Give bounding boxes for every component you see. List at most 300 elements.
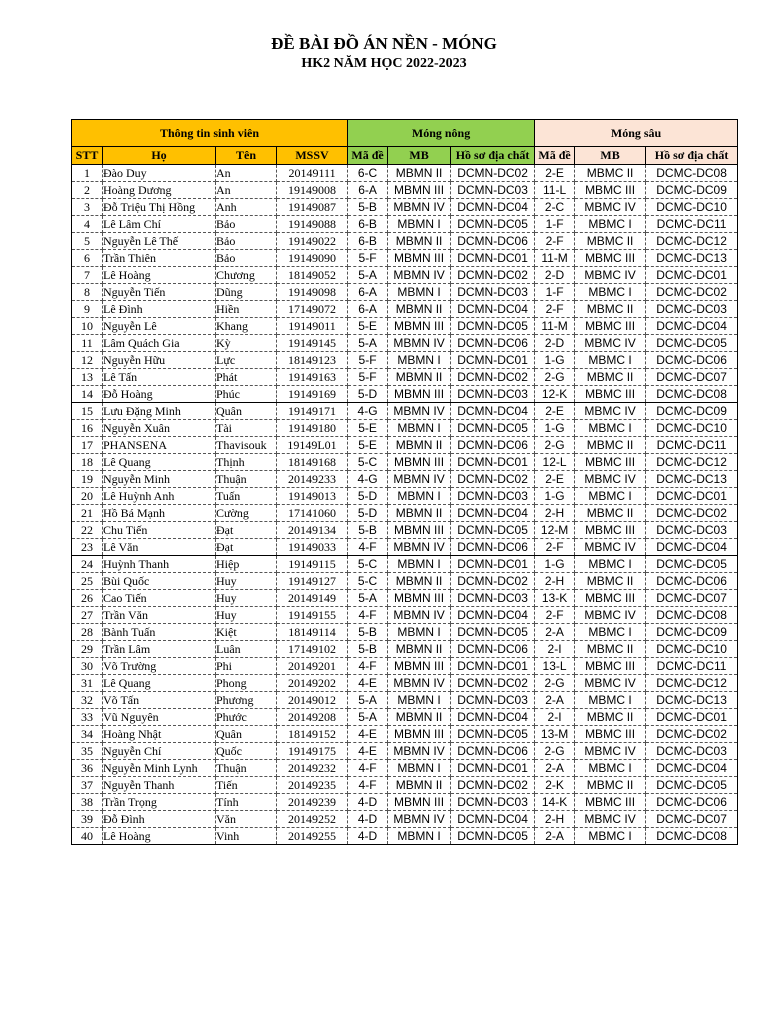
cell-name: Huy [216,607,277,624]
col-header-deep-geology: Hồ sơ địa chất [646,147,738,165]
cell-shallow-mb: MBMN I [388,352,451,369]
cell-mssv: 19149022 [277,233,348,250]
cell-shallow-mb: MBMN III [388,454,451,471]
cell-stt: 3 [72,199,103,216]
cell-surname: Nguyễn Minh Lynh [103,760,216,777]
table-row [72,522,738,539]
table-row [72,352,738,369]
cell-shallow-geology: DCMN-DC02 [451,165,535,182]
table-row [72,539,738,556]
cell-surname: Trần Thiên [103,250,216,267]
cell-mssv: 20149201 [277,658,348,675]
cell-shallow-code: 5-D [348,488,388,505]
table-row [72,284,738,301]
cell-shallow-code: 5-B [348,624,388,641]
cell-shallow-code: 5-A [348,267,388,284]
cell-mssv: 18149152 [277,726,348,743]
cell-shallow-geology: DCMN-DC01 [451,250,535,267]
cell-shallow-geology: DCMN-DC06 [451,641,535,658]
cell-surname: Nguyễn Hữu [103,352,216,369]
cell-deep-code: 1-G [535,556,575,573]
cell-deep-code: 2-E [535,403,575,420]
cell-shallow-mb: MBMN III [388,182,451,199]
col-header-shallow-code: Mã đề [348,147,388,165]
cell-deep-mb: MBMC II [575,573,646,590]
cell-stt: 24 [72,556,103,573]
cell-mssv: 19149033 [277,539,348,556]
table-row [72,250,738,267]
cell-name: Phước [216,709,277,726]
cell-deep-mb: MBMC IV [575,539,646,556]
cell-name: An [216,165,277,182]
cell-shallow-geology: DCMN-DC06 [451,335,535,352]
cell-surname: Chu Tiến [103,522,216,539]
cell-shallow-geology: DCMN-DC05 [451,624,535,641]
cell-shallow-mb: MBMN I [388,828,451,845]
cell-surname: Bùi Quốc [103,573,216,590]
cell-mssv: 19149088 [277,216,348,233]
cell-shallow-geology: DCMN-DC06 [451,743,535,760]
cell-mssv: 19149169 [277,386,348,403]
cell-name: Phát [216,369,277,386]
cell-mssv: 19149013 [277,488,348,505]
cell-mssv: 19149145 [277,335,348,352]
cell-mssv: 19149171 [277,403,348,420]
cell-surname: Lê Quang [103,454,216,471]
cell-stt: 7 [72,267,103,284]
cell-shallow-geology: DCMN-DC01 [451,352,535,369]
cell-shallow-mb: MBMN III [388,658,451,675]
cell-name: Huy [216,590,277,607]
cell-deep-mb: MBMC III [575,454,646,471]
cell-shallow-mb: MBMN II [388,777,451,794]
cell-name: Quốc [216,743,277,760]
cell-shallow-geology: DCMN-DC03 [451,692,535,709]
cell-name: Quân [216,403,277,420]
cell-shallow-code: 5-C [348,454,388,471]
cell-name: Huy [216,573,277,590]
cell-shallow-mb: MBMN II [388,437,451,454]
cell-shallow-mb: MBMN IV [388,675,451,692]
cell-shallow-geology: DCMN-DC02 [451,573,535,590]
cell-deep-geology: DCMC-DC01 [646,267,738,284]
table-row [72,454,738,471]
cell-mssv: 19149115 [277,556,348,573]
cell-surname: Lê Hoàng [103,828,216,845]
cell-stt: 34 [72,726,103,743]
cell-stt: 28 [72,624,103,641]
cell-shallow-geology: DCMN-DC03 [451,794,535,811]
cell-deep-geology: DCMC-DC03 [646,522,738,539]
cell-deep-code: 2-E [535,165,575,182]
cell-stt: 5 [72,233,103,250]
cell-mssv: 18149052 [277,267,348,284]
cell-stt: 31 [72,675,103,692]
cell-deep-mb: MBMC III [575,590,646,607]
cell-shallow-code: 5-F [348,352,388,369]
cell-deep-mb: MBMC III [575,522,646,539]
table-row [72,760,738,777]
cell-shallow-code: 5-D [348,386,388,403]
cell-stt: 2 [72,182,103,199]
cell-deep-mb: MBMC I [575,216,646,233]
cell-name: Bảo [216,250,277,267]
cell-deep-geology: DCMC-DC08 [646,165,738,182]
col-header-deep-mb: MB [575,147,646,165]
table-row [72,607,738,624]
table-row [72,505,738,522]
cell-shallow-code: 4-E [348,743,388,760]
cell-surname: Lê Huỳnh Anh [103,488,216,505]
cell-shallow-mb: MBMN III [388,522,451,539]
cell-deep-code: 2-A [535,692,575,709]
cell-shallow-geology: DCMN-DC02 [451,471,535,488]
cell-shallow-mb: MBMN I [388,624,451,641]
cell-shallow-mb: MBMN III [388,590,451,607]
cell-shallow-mb: MBMN III [388,794,451,811]
cell-shallow-mb: MBMN II [388,369,451,386]
cell-deep-geology: DCMC-DC07 [646,811,738,828]
cell-deep-code: 13-L [535,658,575,675]
cell-shallow-geology: DCMN-DC04 [451,301,535,318]
cell-shallow-mb: MBMN III [388,250,451,267]
cell-shallow-geology: DCMN-DC04 [451,403,535,420]
cell-shallow-geology: DCMN-DC04 [451,505,535,522]
cell-deep-geology: DCMC-DC06 [646,794,738,811]
cell-shallow-mb: MBMN I [388,284,451,301]
cell-surname: Trần Lâm [103,641,216,658]
table-row [72,709,738,726]
cell-deep-code: 2-G [535,675,575,692]
cell-name: Anh [216,199,277,216]
cell-deep-geology: DCMC-DC06 [646,573,738,590]
cell-shallow-mb: MBMN I [388,216,451,233]
cell-mssv: 20149012 [277,692,348,709]
cell-mssv: 20149255 [277,828,348,845]
cell-deep-code: 2-E [535,471,575,488]
cell-shallow-mb: MBMN I [388,692,451,709]
cell-deep-geology: DCMC-DC04 [646,539,738,556]
cell-deep-code: 1-G [535,420,575,437]
cell-deep-mb: MBMC I [575,692,646,709]
cell-deep-geology: DCMC-DC11 [646,216,738,233]
cell-shallow-mb: MBMN IV [388,199,451,216]
cell-deep-geology: DCMC-DC13 [646,692,738,709]
cell-deep-mb: MBMC IV [575,267,646,284]
cell-surname: Lê Lâm Chí [103,216,216,233]
cell-deep-geology: DCMC-DC08 [646,607,738,624]
cell-shallow-code: 5-E [348,437,388,454]
cell-surname: Lê Hoàng [103,267,216,284]
cell-name: Khang [216,318,277,335]
cell-shallow-mb: MBMN IV [388,471,451,488]
table-row [72,437,738,454]
cell-mssv: 17141060 [277,505,348,522]
cell-deep-code: 1-G [535,488,575,505]
col-header-name: Tên [216,147,277,165]
cell-mssv: 19149180 [277,420,348,437]
cell-name: Lực [216,352,277,369]
cell-stt: 21 [72,505,103,522]
cell-mssv: 17149102 [277,641,348,658]
cell-deep-geology: DCMC-DC02 [646,505,738,522]
cell-deep-mb: MBMC I [575,556,646,573]
table-row [72,726,738,743]
cell-deep-mb: MBMC IV [575,403,646,420]
cell-surname: Võ Tấn [103,692,216,709]
cell-shallow-code: 4-F [348,777,388,794]
cell-surname: Nguyễn Chí [103,743,216,760]
cell-deep-geology: DCMC-DC09 [646,624,738,641]
table-row [72,318,738,335]
group-header-row [72,120,738,147]
cell-deep-geology: DCMC-DC02 [646,726,738,743]
cell-deep-mb: MBMC II [575,777,646,794]
cell-mssv: 19149087 [277,199,348,216]
cell-deep-mb: MBMC IV [575,335,646,352]
cell-shallow-code: 5-A [348,709,388,726]
cell-deep-geology: DCMC-DC05 [646,335,738,352]
cell-shallow-code: 5-B [348,522,388,539]
cell-deep-code: 14-K [535,794,575,811]
cell-mssv: 20149232 [277,760,348,777]
cell-deep-mb: MBMC I [575,828,646,845]
cell-deep-geology: DCMC-DC07 [646,590,738,607]
cell-shallow-geology: DCMN-DC02 [451,675,535,692]
cell-deep-mb: MBMC IV [575,743,646,760]
cell-shallow-geology: DCMN-DC04 [451,709,535,726]
cell-surname: Lê Tấn [103,369,216,386]
cell-name: Thịnh [216,454,277,471]
cell-shallow-code: 5-D [348,505,388,522]
table-row [72,335,738,352]
cell-shallow-code: 5-F [348,250,388,267]
cell-shallow-code: 4-F [348,607,388,624]
table-row [72,777,738,794]
cell-deep-mb: MBMC I [575,352,646,369]
cell-name: Đạt [216,522,277,539]
cell-deep-mb: MBMC IV [575,471,646,488]
cell-deep-code: 1-F [535,284,575,301]
cell-shallow-geology: DCMN-DC05 [451,522,535,539]
cell-surname: Hoàng Dương [103,182,216,199]
cell-surname: Đào Duy [103,165,216,182]
cell-deep-mb: MBMC IV [575,607,646,624]
table-row [72,386,738,403]
table-row [72,403,738,420]
cell-deep-geology: DCMC-DC05 [646,556,738,573]
cell-surname: Đỗ Hoàng [103,386,216,403]
cell-surname: Bành Tuấn [103,624,216,641]
cell-stt: 19 [72,471,103,488]
table-row [72,267,738,284]
cell-surname: Huỳnh Thanh [103,556,216,573]
table-row [72,420,738,437]
cell-shallow-code: 4-D [348,828,388,845]
cell-stt: 15 [72,403,103,420]
cell-shallow-geology: DCMN-DC06 [451,437,535,454]
cell-deep-mb: MBMC IV [575,811,646,828]
cell-shallow-geology: DCMN-DC05 [451,420,535,437]
cell-deep-code: 2-F [535,233,575,250]
cell-surname: Lê Quang [103,675,216,692]
cell-deep-mb: MBMC III [575,726,646,743]
cell-shallow-code: 5-F [348,369,388,386]
cell-deep-mb: MBMC I [575,760,646,777]
cell-stt: 32 [72,692,103,709]
table-row [72,216,738,233]
cell-shallow-code: 4-G [348,471,388,488]
cell-shallow-mb: MBMN III [388,726,451,743]
cell-deep-code: 1-F [535,216,575,233]
cell-deep-geology: DCMC-DC01 [646,488,738,505]
column-header-row [72,147,738,165]
cell-shallow-code: 6-A [348,284,388,301]
cell-deep-code: 2-D [535,335,575,352]
cell-stt: 37 [72,777,103,794]
cell-deep-code: 11-M [535,318,575,335]
cell-deep-mb: MBMC IV [575,199,646,216]
cell-shallow-code: 6-A [348,182,388,199]
cell-stt: 22 [72,522,103,539]
cell-deep-geology: DCMC-DC08 [646,386,738,403]
cell-shallow-mb: MBMN III [388,318,451,335]
cell-deep-geology: DCMC-DC06 [646,352,738,369]
cell-stt: 29 [72,641,103,658]
col-header-stt: STT [72,147,103,165]
cell-shallow-code: 4-F [348,539,388,556]
cell-shallow-geology: DCMN-DC05 [451,216,535,233]
cell-deep-geology: DCMC-DC12 [646,675,738,692]
cell-shallow-geology: DCMN-DC04 [451,607,535,624]
cell-stt: 8 [72,284,103,301]
table-row [72,811,738,828]
cell-name: Tiến [216,777,277,794]
table-row [72,233,738,250]
cell-deep-mb: MBMC I [575,284,646,301]
cell-surname: Nguyễn Thanh [103,777,216,794]
cell-deep-mb: MBMC I [575,624,646,641]
cell-deep-mb: MBMC II [575,641,646,658]
cell-shallow-mb: MBMN I [388,488,451,505]
cell-deep-mb: MBMC I [575,420,646,437]
cell-deep-geology: DCMC-DC03 [646,743,738,760]
group-student-info: Thông tin sinh viên [72,120,348,147]
cell-mssv: 19149090 [277,250,348,267]
cell-name: Thavisouk [216,437,277,454]
cell-shallow-mb: MBMN I [388,760,451,777]
cell-name: Chương [216,267,277,284]
cell-name: Tính [216,794,277,811]
cell-name: Kỳ [216,335,277,352]
cell-shallow-mb: MBMN IV [388,267,451,284]
cell-shallow-code: 4-F [348,760,388,777]
cell-deep-code: 11-M [535,250,575,267]
cell-deep-code: 2-I [535,709,575,726]
cell-shallow-mb: MBMN IV [388,743,451,760]
cell-stt: 1 [72,165,103,182]
cell-deep-geology: DCMC-DC07 [646,369,738,386]
cell-surname: Lê Văn [103,539,216,556]
cell-shallow-code: 5-C [348,573,388,590]
cell-mssv: 19149175 [277,743,348,760]
cell-deep-code: 2-H [535,505,575,522]
cell-name: Bảo [216,233,277,250]
cell-surname: Lưu Đặng Minh [103,403,216,420]
group-deep-foundation: Móng sâu [535,120,738,147]
cell-shallow-code: 5-A [348,590,388,607]
cell-deep-mb: MBMC II [575,165,646,182]
cell-deep-geology: DCMC-DC10 [646,199,738,216]
cell-deep-code: 2-D [535,267,575,284]
cell-mssv: 20149208 [277,709,348,726]
cell-name: Thuận [216,760,277,777]
table-row [72,301,738,318]
cell-deep-code: 2-C [535,199,575,216]
cell-deep-mb: MBMC II [575,709,646,726]
cell-stt: 25 [72,573,103,590]
cell-stt: 27 [72,607,103,624]
cell-stt: 26 [72,590,103,607]
cell-stt: 6 [72,250,103,267]
cell-name: Văn [216,811,277,828]
cell-deep-mb: MBMC III [575,182,646,199]
cell-shallow-geology: DCMN-DC02 [451,369,535,386]
cell-shallow-geology: DCMN-DC06 [451,233,535,250]
cell-name: Phong [216,675,277,692]
cell-shallow-geology: DCMN-DC02 [451,267,535,284]
cell-deep-geology: DCMC-DC08 [646,828,738,845]
cell-deep-geology: DCMC-DC05 [646,777,738,794]
cell-stt: 9 [72,301,103,318]
cell-stt: 17 [72,437,103,454]
cell-shallow-code: 5-A [348,335,388,352]
cell-surname: Trần Trọng [103,794,216,811]
cell-stt: 40 [72,828,103,845]
cell-shallow-mb: MBMN IV [388,607,451,624]
cell-shallow-code: 5-E [348,318,388,335]
table-row [72,658,738,675]
cell-deep-code: 2-H [535,573,575,590]
cell-deep-mb: MBMC II [575,437,646,454]
cell-mssv: 20149134 [277,522,348,539]
cell-shallow-code: 6-C [348,165,388,182]
cell-deep-code: 2-A [535,828,575,845]
cell-shallow-code: 6-B [348,216,388,233]
cell-surname: Hồ Bá Mạnh [103,505,216,522]
cell-mssv: 19149098 [277,284,348,301]
cell-deep-geology: DCMC-DC13 [646,471,738,488]
cell-shallow-mb: MBMN II [388,233,451,250]
cell-name: An [216,182,277,199]
cell-mssv: 20149239 [277,794,348,811]
cell-shallow-code: 4-D [348,811,388,828]
cell-deep-mb: MBMC I [575,488,646,505]
cell-shallow-code: 4-E [348,726,388,743]
cell-deep-geology: DCMC-DC01 [646,709,738,726]
cell-mssv: 18149168 [277,454,348,471]
cell-stt: 12 [72,352,103,369]
cell-shallow-mb: MBMN IV [388,539,451,556]
cell-stt: 18 [72,454,103,471]
cell-deep-geology: DCMC-DC02 [646,284,738,301]
cell-surname: Võ Trường [103,658,216,675]
cell-shallow-code: 4-F [348,658,388,675]
cell-deep-mb: MBMC III [575,250,646,267]
cell-name: Tuấn [216,488,277,505]
cell-surname: PHANSENA [103,437,216,454]
cell-surname: Nguyễn Minh [103,471,216,488]
